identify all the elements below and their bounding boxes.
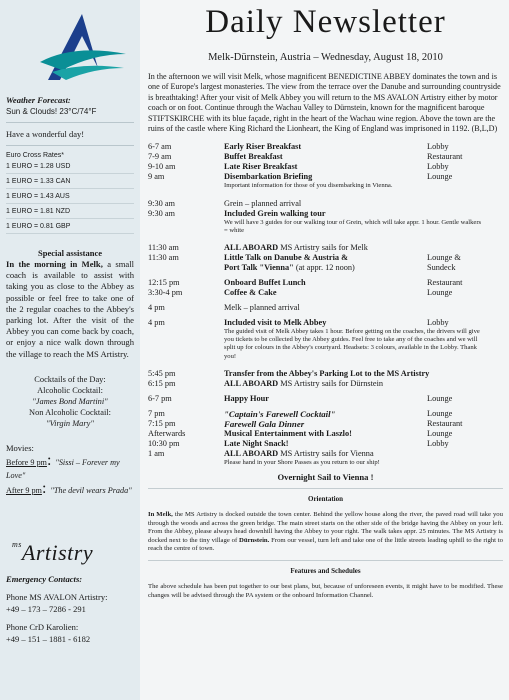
spacer [148, 235, 503, 243]
rate-aus: 1 EURO = 1.43 AUS [6, 189, 134, 204]
rates-title: Euro Cross Rates* [6, 152, 64, 159]
schedule-row [148, 318, 503, 328]
schedule-row [148, 253, 503, 263]
movie-2: After 9 pm: "The devil wears Prada" [6, 479, 132, 497]
features-title: Features and Schedules [148, 560, 503, 575]
row-time: 7 pm [148, 408, 165, 418]
row-event [224, 263, 427, 273]
schedule-row [148, 439, 503, 449]
row-event-rest: MS Artistry sails for Vienna [278, 448, 374, 458]
row-event: Onboard Buffet Lunch [224, 278, 306, 288]
orientation-body-2b: Dürnstein. [239, 536, 270, 544]
greeting: Have a wonderful day! [6, 129, 85, 139]
row-location: Lounge [427, 428, 453, 438]
features-text: The above schedule has been put together to our best plans, but, because of unforeseen events, it might have to be modified. These changes will be advised through the PA system or the onboard Information Channel. [148, 583, 503, 599]
row-time: 6:15 pm [148, 378, 176, 388]
row-event [224, 379, 427, 389]
row-event-rest: MS Artistry sails for Dürnstein [278, 378, 384, 388]
row-event: "Captain's Farewell Cocktail" [224, 408, 336, 419]
orientation-body-2c: From our vessel, turn left and take one of the little streets leading uphill to the right to reach the centre of town. [148, 536, 503, 553]
all-aboard: ALL ABOARD [224, 448, 279, 458]
divider [6, 122, 134, 123]
schedule-row [148, 172, 503, 182]
schedule-row [148, 379, 503, 389]
row-location: Lobby [427, 438, 449, 448]
movie-1: Before 9 pm: "Sissi – Forever my Love" [6, 451, 120, 480]
row-event [224, 243, 427, 253]
row-location: Restaurant [427, 418, 463, 428]
row-location: Restaurant [427, 152, 463, 162]
schedule-row [148, 303, 503, 313]
schedule-row [148, 394, 503, 404]
row-event-rest: MS Artistry sails for Melk [278, 243, 368, 253]
movie-1-title: "Sissi – Forever my Love" [6, 457, 120, 480]
rate-can: 1 EURO = 1.33 CAN [6, 174, 134, 189]
schedule-row [148, 209, 503, 219]
contact-1-number: +49 – 173 – 7286 - 291 [6, 603, 86, 614]
row-location: Sundeck [427, 263, 456, 273]
artistry-brand [12, 540, 134, 566]
orientation-lead: In Melk, [148, 511, 173, 519]
contact-2-number: +49 – 151 – 1881 - 6182 [6, 633, 91, 644]
schedule-row [148, 449, 503, 459]
schedule-row [148, 288, 503, 298]
row-event: Included visit to Melk Abbey [224, 318, 327, 328]
rate-gbp: 1 EURO = 0.81 GBP [6, 219, 134, 234]
special-body: a small coach is available to assist with taking you as close to the Abbey as possible or feel free to take one of the 2 regular coaches to the Abbey's parking lot. After the visit of the Abbey you can come back by coach, or enjoy a nice walk down through the village to reach the MS Artistry. [6, 259, 134, 359]
movies-title: Movies: [6, 442, 34, 453]
row-time: 10:30 pm [148, 438, 180, 448]
row-time: 12:15 pm [148, 278, 180, 288]
orientation-title: Orientation [148, 488, 503, 503]
avalon-logo-icon [34, 10, 130, 88]
row-time: 5:45 pm [148, 368, 176, 378]
orientation-body-1: the MS Artistry is docked outside the town center. Behind the yellow house along the river, the paved road will take you through the woods and across the green bridge. The main street starts on the other side of the bridge having the Abbey on your left. From the Abbey, please always head downhill having the Abbey to your right. The walk takes appr. 25 minutes. [148, 511, 503, 536]
special-lead: In the morning in Melk, [6, 259, 103, 269]
schedule-row [148, 152, 503, 162]
nonalc-cocktail-value: "Virgin Mary" [46, 418, 94, 428]
row-note: Please hand in your Shore Passes as you return to our ship! [224, 458, 380, 466]
row-time: 7:15 pm [148, 418, 176, 428]
row-event [224, 449, 427, 459]
schedule-row [148, 369, 503, 379]
row-location [429, 369, 505, 379]
orientation-text [148, 511, 503, 554]
contact-2-name: Phone CrD Karolien: [6, 621, 79, 632]
divider [6, 145, 134, 146]
intro-paragraph: In the afternoon we will visit Melk, whose magnificent BENEDICTINE ABBEY dominates the town and is one of Europe's largest monasteries. The view from the terrace over the Danube and surrounding countryside is breathtaking! After your visit of Melk Abbey you will return to the MS AVALON Artistry either by motor coach or on foot. Continue through the Wachau Valley to Dürnstein, known for the magnificent baroque STIFTSKIRCHE with its blue façade, right in the heart of the Wachau wine region. Above the town are the ruins of the castle where King Richard the Lionheart, the King of England was imprisoned in 1192. (B,L,D) [148, 72, 501, 134]
schedule-row [148, 419, 503, 429]
main-column [148, 0, 503, 600]
row-event: Late Riser Breakfast [224, 162, 298, 172]
row-event: Disembarkation Briefing [224, 172, 313, 182]
row-time [148, 263, 224, 273]
spacer [148, 361, 503, 369]
rate-usd: 1 EURO = 1.28 USD [6, 159, 134, 174]
rate-nzd: 1 EURO = 1.81 NZD [6, 204, 134, 219]
row-time: 9 am [148, 172, 165, 182]
all-aboard: ALL ABOARD [224, 378, 279, 388]
row-location: Lounge [427, 288, 453, 298]
alc-cocktail-label: Alcoholic Cocktail: [37, 385, 103, 395]
row-time: 3:30-4 pm [148, 288, 183, 298]
row-event: Grein – planned arrival [224, 198, 302, 208]
row-time: 4 pm [148, 303, 165, 313]
row-time: 4 pm [148, 318, 165, 328]
row-time: Afterwards [148, 428, 186, 438]
special-assistance-text [6, 259, 134, 360]
port-talk: Port Talk "Vienna" [224, 263, 294, 273]
brand-name: Artistry [21, 539, 94, 565]
row-location: Lobby [427, 318, 449, 328]
row-time: 6-7 am [148, 142, 172, 152]
spacer [148, 191, 503, 199]
row-location: Restaurant [427, 278, 463, 288]
row-time: 7-9 am [148, 152, 172, 162]
dateline: Melk-Dürnstein, Austria – Wednesday, August 18, 2010 [208, 52, 443, 63]
row-time: 9:30 am [148, 208, 175, 218]
row-location: Lounge & [427, 253, 461, 263]
row-event: Early Riser Breakfast [224, 142, 302, 152]
special-assistance-title: Special assistance [38, 248, 102, 258]
row-event: Musical Entertainment with Laszlo! [224, 428, 352, 438]
row-location [427, 449, 503, 459]
row-location [427, 209, 503, 219]
schedule-row [148, 199, 503, 209]
row-event: Little Talk on Danube & Austria & [224, 253, 349, 263]
row-time: 6-7 pm [148, 393, 172, 403]
nonalc-cocktail-label: Non Alcoholic Cocktail: [29, 407, 111, 417]
row-location: Lobby [427, 142, 449, 152]
row-location [427, 199, 503, 209]
row-event: Coffee & Cake [224, 288, 277, 298]
row-note: The guided visit of Melk Abbey takes 1 hour. Before getting on the coaches, the drivers will give you tickets to be collected by the Abbey guides. Feel free to take any of the coaches and we will split up for colours in the Abbey's courtyard. Headsets: 3 colours, available in the Lobby. Thank you! [224, 328, 480, 360]
row-event: Included Grein walking tour [224, 208, 326, 218]
row-location [427, 243, 503, 253]
newsletter-title: Daily Newsletter [205, 4, 446, 40]
row-location [427, 303, 503, 313]
row-event: Melk – planned arrival [224, 303, 300, 313]
weather-value: Sun & Clouds! 23°C/74°F [6, 107, 97, 116]
brand-prefix: ms [12, 539, 22, 549]
row-location: Lounge [427, 172, 453, 182]
emergency-title: Emergency Contacts: [6, 573, 83, 584]
schedule-row [148, 243, 503, 253]
schedule-row [148, 162, 503, 172]
row-note: Important information for those of you disembarking in Vienna. [224, 182, 393, 190]
movie-2-title: "The devil wears Prada" [50, 485, 132, 495]
row-event: Late Night Snack! [224, 438, 289, 448]
schedule-row [148, 278, 503, 288]
schedule-row [148, 409, 503, 419]
row-event: Happy Hour [224, 393, 269, 403]
row-location [427, 379, 503, 389]
row-time: 11:30 am [148, 253, 179, 263]
alc-cocktail-value: "James Bond Martini" [32, 396, 108, 406]
row-location: Lounge [427, 393, 453, 403]
sidebar [0, 0, 140, 700]
schedule-row [148, 263, 503, 273]
cocktail-title: Cocktails of the Day: [34, 374, 106, 384]
row-time: 1 am [148, 448, 165, 458]
movie-2-when: After 9 pm [6, 485, 42, 495]
overnight-sail: Overnight Sail to Vienna ! [277, 472, 374, 483]
orientation-body-2a: The MS Artistry is docked next to the tiny village of [148, 528, 503, 544]
schedule-row [148, 429, 503, 439]
weather-title: Weather Forecast: [6, 95, 71, 105]
row-location: Lounge [427, 408, 453, 418]
schedule-row [148, 142, 503, 152]
row-location: Lobby [427, 162, 449, 172]
schedule [148, 142, 503, 482]
row-event: Farewell Gala Dinner [224, 418, 305, 429]
row-event: Buffet Breakfast [224, 152, 283, 162]
all-aboard: ALL ABOARD [224, 243, 279, 253]
contact-1-name: Phone MS AVALON Artistry: [6, 591, 108, 602]
row-time: 11:30 am [148, 243, 179, 253]
row-time: 9:30 am [148, 198, 175, 208]
row-event: Transfer from the Abbey's Parking Lot to the MS Artistry [224, 368, 430, 378]
row-note: We will have 3 guides for our walking tour of Grein, which will take appr. 1 hour. Gentle walkers = white [224, 218, 482, 234]
row-time: 9-10 am [148, 162, 176, 172]
movie-1-when: Before 9 pm [6, 457, 47, 467]
row-event-rest: (at appr. 12 noon) [293, 263, 355, 273]
